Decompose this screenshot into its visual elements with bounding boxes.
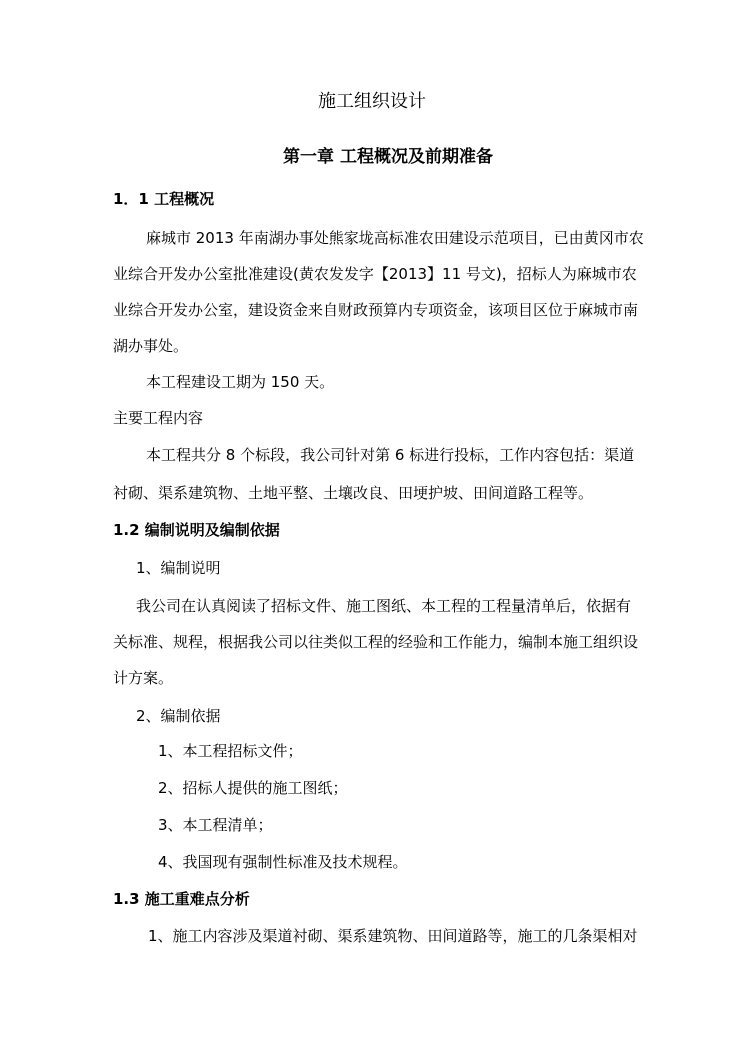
paragraph-line: 本工程共分 8 个标段，我公司针对第 6 标进行投标，工作内容包括：渠道 [146,446,635,464]
list-item: 1、本工程招标文件； [158,742,303,760]
section-heading-1-1: 1．1 工程概况 [113,190,215,208]
section-heading-1-3: 1.3 施工重难点分析 [113,890,250,908]
chapter-heading: 第一章 工程概况及前期准备 [283,147,493,167]
list-item: 2、招标人提供的施工图纸； [158,779,348,797]
paragraph-line: 计方案。 [113,669,174,687]
subheading: 2、编制依据 [136,707,221,725]
paragraph-line: 湖办事处。 [113,337,189,355]
document-title: 施工组织设计 [318,91,426,112]
paragraph-line: 麻城市 2013 年南湖办事处熊家垅高标准农田建设示范项目，已由黄冈市农 [146,229,644,247]
paragraph-line: 关标准、规程，根据我公司以往类似工程的经验和工作能力，编制本施工组织设 [113,633,639,651]
list-item: 3、本工程清单； [158,816,273,834]
paragraph-line: 业综合开发办公室，建设资金来自财政预算内专项资金，该项目区位于麻城市南 [113,301,639,319]
section-heading-1-2: 1.2 编制说明及编制依据 [113,521,280,539]
paragraph-line: 业综合开发办公室批准建设(黄农发发字【2013】11 号文)，招标人为麻城市农 [113,265,637,283]
paragraph-line: 1、施工内容涉及渠道衬砌、渠系建筑物、田间道路等，施工的几条渠相对 [148,927,638,945]
paragraph-line: 本工程建设工期为 150 天。 [146,373,335,391]
subheading: 1、编制说明 [136,559,221,577]
paragraph-line: 我公司在认真阅读了招标文件、施工图纸、本工程的工程量清单后，依据有 [136,597,632,615]
paragraph-line: 衬砌、渠系建筑物、土地平整、土壤改良、田埂护坡、田间道路工程等。 [113,484,594,502]
paragraph-line: 主要工程内容 [113,409,204,427]
list-item: 4、我国现有强制性标准及技术规程。 [158,853,408,871]
